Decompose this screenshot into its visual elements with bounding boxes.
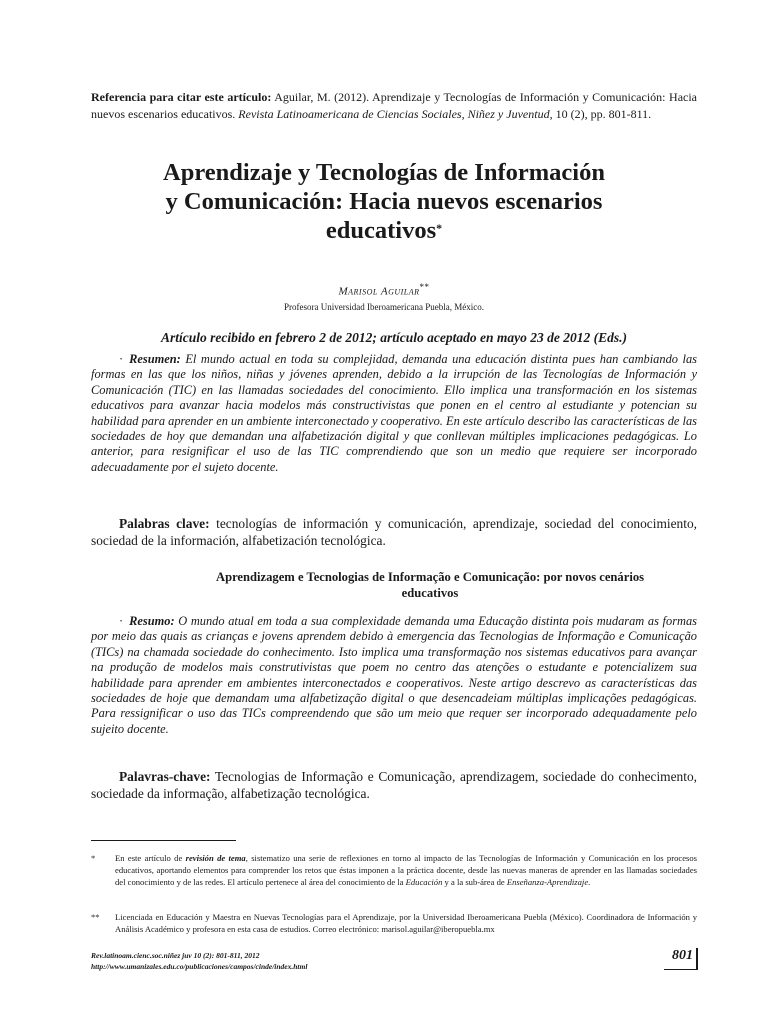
keywords-pt <box>91 768 697 802</box>
fn1-emph: Enseñanza-Aprendizaje <box>506 877 589 887</box>
keywords-es-lead: Palabras clave: <box>119 516 210 531</box>
journal-footer <box>91 950 591 972</box>
footnote-1-text <box>115 852 697 888</box>
keywords-es <box>91 515 697 549</box>
abstract-es <box>91 352 697 475</box>
citation-lead: Referencia para citar este artículo: <box>91 90 272 104</box>
abstract-es-lead: Resumen: <box>129 352 181 366</box>
author-footnote-mark: ** <box>419 282 430 292</box>
fn1-part: , sistematizo una serie de reflexiones en torno al impacto de las Tecnologías de Información y Comunicación en los procesos educativos, aportando elementos para comprender los retos que éstas imponen a la práctica docente, desde las nuevas maneras de aprender en las llamadas sociedades del conocimiento y de las redes. El artículo pertenece al área del conocimiento de la <box>115 853 697 887</box>
footnote-1-mark: * <box>91 853 96 863</box>
abstract-pt-bullet: · <box>119 614 124 628</box>
abstract-es-text: El mundo actual en toda su complejidad, demanda una educación distinta pues han cambiando las formas en las que los niños, niñas y jóvenes aprenden, debido a la irrupción de las Tecnologías de Información y Comunicación (TIC) en las llamadas sociedades del conocimiento. Ello implica una transformación en los sistemas educativos para avanzar hacia modelos más constructivistas que ponen en el centro al estudiante y potencian su habilidad para aprender en un ambiente interconectado y cooperativo. En este artículo describo las características de las sociedades de hoy que demandan una alfabetización digital y que conllevan múltiples implicaciones pedagógicas. Lo anterior, para resignificar el uso de las TIC comprendiendo que son un medio que requiere ser incorporado adecuadamente por el sujeto docente. <box>91 352 697 474</box>
keywords-es-text: tecnologías de información y comunicación, aprendizaje, sociedad del conocimiento, sociedad de la información, alfabetización tecnológica. <box>91 516 697 548</box>
title-line-2: y Comunicación: Hacia nuevos escenarios <box>165 188 603 215</box>
title-line-1: Aprendizaje y Tecnologías de Información <box>163 159 605 186</box>
title-pt-line-1: Aprendizagem e Tecnologias de Informação e Comunicação: por novos cenários <box>215 570 645 584</box>
abstract-pt-lead: Resumo: <box>129 614 175 628</box>
footnote-2-mark: ** <box>91 912 100 922</box>
footnote-2-text: Licenciada en Educación y Maestra en Nuevas Tecnologías para el Aprendizaje, por la Universidad Iberoamericana Puebla (México). Coordinadora de Información y Análisis Académico y profesora en esta casa de estudios. Correo electrónico: marisol.aguilar@iberopuebla.mx <box>115 912 697 934</box>
title-footnote-mark: * <box>436 221 443 235</box>
abstract-pt-text: O mundo atual em toda a sua complexidade demanda uma Educação distinta pois mudaram as formas por meio das quais as crianças e jovens aprendem debido à emergencia das Tecnologias de Informação e Comunicação (TICs) na chamada sociedade do conhecimento. Isto implica uma transformação nos sistemas educativos para avançar na produção de modelos mais construtivistas que poem no centro das atenções o estudante e potencializem sua habilidade para aprender em ambientes interconectados e cooperativos. Neste artigo descrevo as características das sociedades de hoje que demandam uma alfabetização digital o que desencadeiam múltiplas implicações pedagógicas. Para ressignificar o uso das TICs compreendendo que são um meio que requer ser incorporado adequadamente pelo sujeito docente. <box>91 614 697 736</box>
page-number: 801 <box>664 948 698 970</box>
article-dates: Artículo recibido en febrero 2 de 2012; artículo aceptado en mayo 23 de 2012 (Eds.) <box>160 330 628 345</box>
abstract-pt <box>91 614 697 737</box>
fn1-part: y a la sub-área de <box>442 877 507 887</box>
article-title <box>100 158 668 245</box>
author-affiliation: Profesora Universidad Iberoamericana Puebla, México. <box>284 302 484 312</box>
keywords-pt-lead: Palavras-chave: <box>119 769 211 784</box>
fn1-part: En este artículo de <box>115 853 186 863</box>
fn1-part: . <box>588 877 591 887</box>
title-line-3: educativos <box>325 217 437 244</box>
keywords-pt-text: Tecnologias de Informação e Comunicação, aprendizagem, sociedade do conhecimento, sociedade da informação, alfabetização tecnológica. <box>91 769 697 801</box>
citation-journal: Revista Latinoamericana de Ciencias Sociales, Niñez y Juventud, <box>238 106 553 121</box>
abstract-es-bullet: · <box>119 352 124 366</box>
author-name-text: Marisol Aguilar <box>338 285 420 298</box>
journal-url[interactable]: http://www.umanizales.edu.co/publicaciones/campos/cinde/index.html <box>91 962 308 971</box>
journal-ref: Rev.latinoam.cienc.soc.niñez juv 10 (2): 801-811, 2012 <box>91 951 260 960</box>
fn1-emph: revisión de tema <box>185 853 246 863</box>
footnote-separator <box>91 840 236 841</box>
citation-block <box>91 89 697 122</box>
title-pt-line-2: educativos <box>401 586 459 600</box>
citation-text: Aguilar, M. (2012). Aprendizaje y Tecnologías de Información y Comunicación: Hacia nuevos escenarios educativos. <box>91 90 698 121</box>
fn1-emph: Educación <box>405 877 443 887</box>
author-name <box>184 282 584 298</box>
title-pt <box>150 569 710 601</box>
citation-tail: 10 (2), pp. 801-811. <box>552 106 652 121</box>
